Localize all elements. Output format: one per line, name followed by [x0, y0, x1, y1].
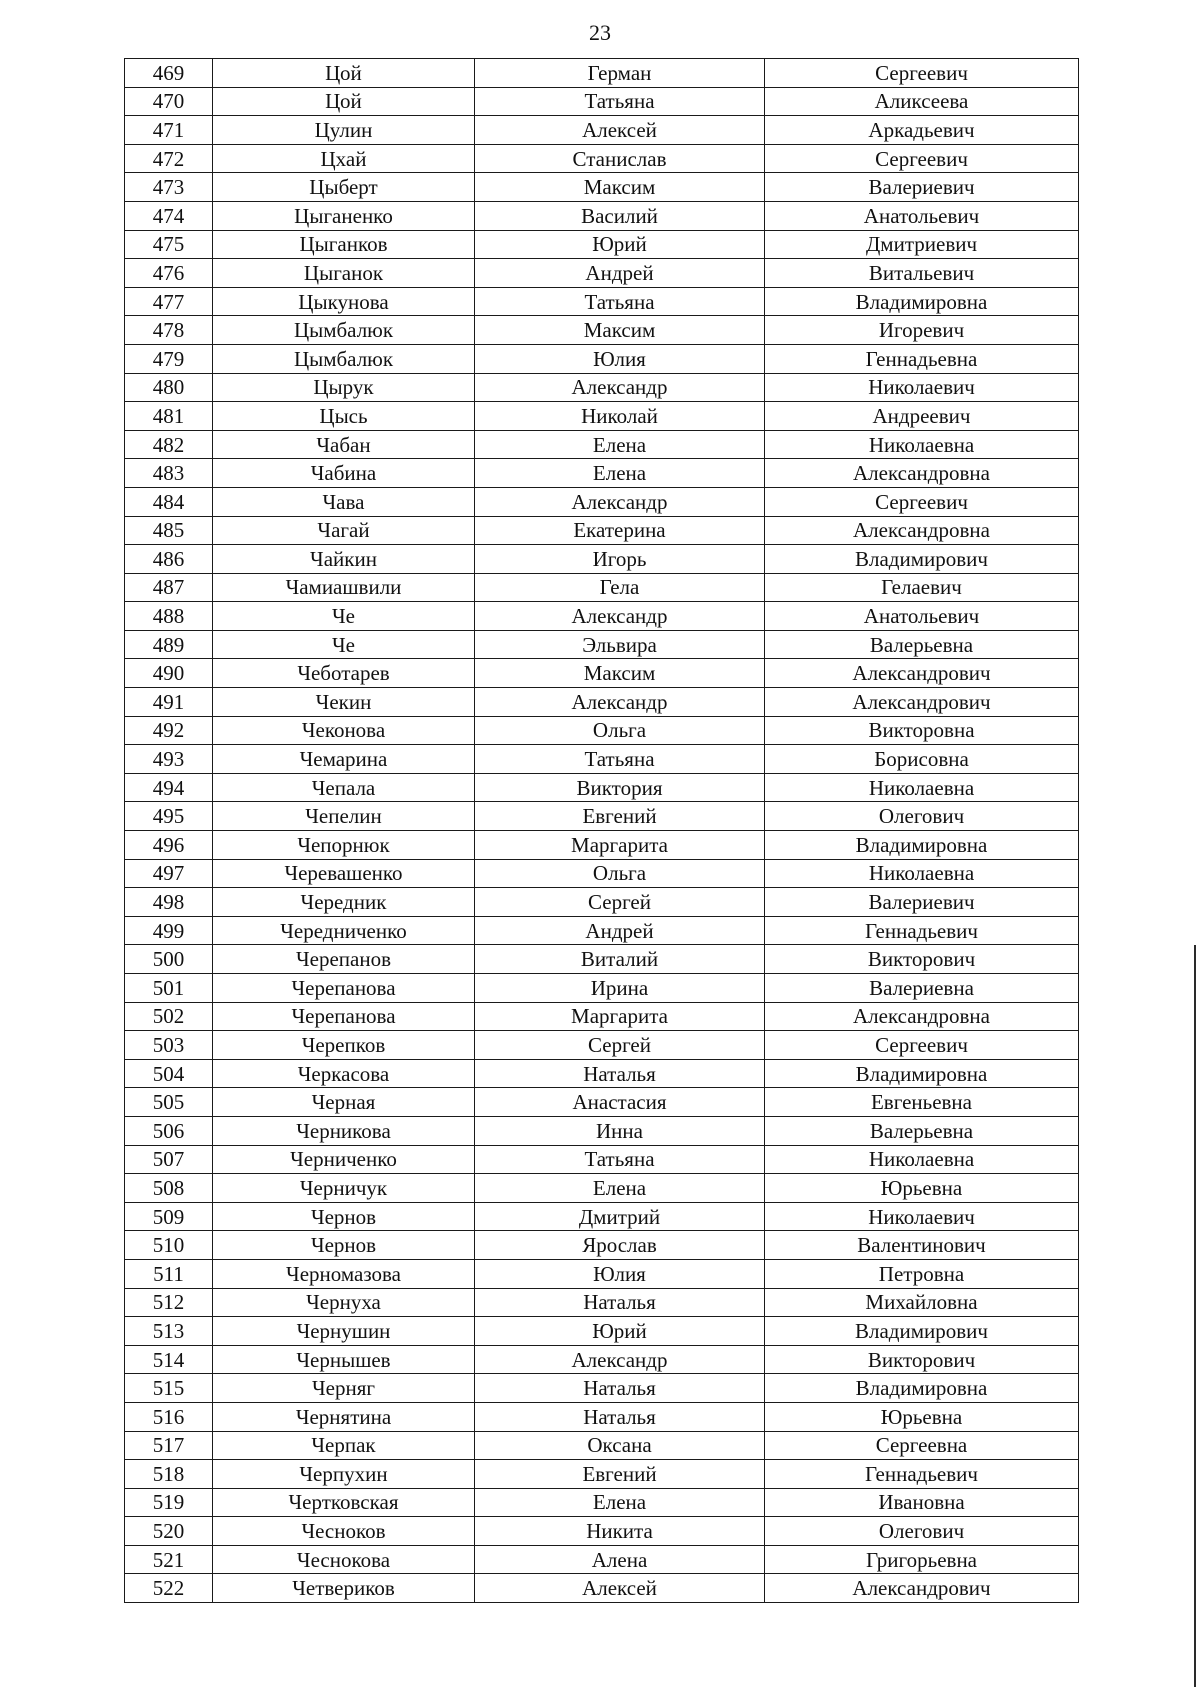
- first-name-cell: Максим: [475, 316, 765, 345]
- last-name-cell: Черникова: [213, 1116, 475, 1145]
- first-name-cell: Маргарита: [475, 1002, 765, 1031]
- table-row: [125, 1031, 1079, 1060]
- table-row: [125, 1431, 1079, 1460]
- first-name-cell: Елена: [475, 459, 765, 488]
- first-name-cell: Юлия: [475, 1259, 765, 1288]
- patronymic-cell: Сергеевна: [765, 1431, 1079, 1460]
- patronymic-cell: Викторович: [765, 1345, 1079, 1374]
- table-row: [125, 773, 1079, 802]
- last-name-cell: Чекин: [213, 688, 475, 717]
- first-name-cell: Юрий: [475, 1317, 765, 1346]
- table-row: [125, 1231, 1079, 1260]
- last-name-cell: Цырук: [213, 373, 475, 402]
- row-number-cell: 492: [125, 716, 213, 745]
- patronymic-cell: Александровна: [765, 1002, 1079, 1031]
- table-row: [125, 745, 1079, 774]
- row-number-cell: 485: [125, 516, 213, 545]
- row-number-cell: 508: [125, 1174, 213, 1203]
- first-name-cell: Татьяна: [475, 287, 765, 316]
- row-number-cell: 521: [125, 1545, 213, 1574]
- row-number-cell: 513: [125, 1317, 213, 1346]
- patronymic-cell: Ивановна: [765, 1488, 1079, 1517]
- last-name-cell: Цыганков: [213, 230, 475, 259]
- first-name-cell: Наталья: [475, 1059, 765, 1088]
- roster-body: [125, 59, 1079, 1603]
- last-name-cell: Черепанов: [213, 945, 475, 974]
- first-name-cell: Ольга: [475, 859, 765, 888]
- row-number-cell: 515: [125, 1374, 213, 1403]
- row-number-cell: 483: [125, 459, 213, 488]
- last-name-cell: Черепанова: [213, 974, 475, 1003]
- row-number-cell: 472: [125, 144, 213, 173]
- first-name-cell: Ирина: [475, 974, 765, 1003]
- row-number-cell: 497: [125, 859, 213, 888]
- last-name-cell: Цхай: [213, 144, 475, 173]
- patronymic-cell: Владимировна: [765, 287, 1079, 316]
- table-row: [125, 1402, 1079, 1431]
- last-name-cell: Чайкин: [213, 545, 475, 574]
- table-row: [125, 287, 1079, 316]
- first-name-cell: Елена: [475, 430, 765, 459]
- row-number-cell: 519: [125, 1488, 213, 1517]
- last-name-cell: Чернов: [213, 1231, 475, 1260]
- last-name-cell: Чеснокова: [213, 1545, 475, 1574]
- patronymic-cell: Юрьевна: [765, 1402, 1079, 1431]
- last-name-cell: Цыкунова: [213, 287, 475, 316]
- roster-table: [124, 58, 1079, 1603]
- first-name-cell: Андрей: [475, 916, 765, 945]
- table-row: [125, 802, 1079, 831]
- last-name-cell: Черняг: [213, 1374, 475, 1403]
- table-row: [125, 888, 1079, 917]
- patronymic-cell: Дмитриевич: [765, 230, 1079, 259]
- patronymic-cell: Александровна: [765, 516, 1079, 545]
- table-row: [125, 1288, 1079, 1317]
- table-row: [125, 1259, 1079, 1288]
- row-number-cell: 484: [125, 487, 213, 516]
- patronymic-cell: Валентинович: [765, 1231, 1079, 1260]
- patronymic-cell: Александровна: [765, 459, 1079, 488]
- patronymic-cell: Анатольевич: [765, 602, 1079, 631]
- first-name-cell: Виктория: [475, 773, 765, 802]
- last-name-cell: Чернуха: [213, 1288, 475, 1317]
- table-row: [125, 1488, 1079, 1517]
- patronymic-cell: Борисовна: [765, 745, 1079, 774]
- table-row: [125, 573, 1079, 602]
- first-name-cell: Маргарита: [475, 831, 765, 860]
- first-name-cell: Дмитрий: [475, 1202, 765, 1231]
- first-name-cell: Алена: [475, 1545, 765, 1574]
- patronymic-cell: Геннадьевна: [765, 344, 1079, 373]
- scan-edge-line: [1194, 945, 1196, 1687]
- row-number-cell: 488: [125, 602, 213, 631]
- table-row: [125, 1059, 1079, 1088]
- patronymic-cell: Викторовна: [765, 716, 1079, 745]
- patronymic-cell: Владимирович: [765, 1317, 1079, 1346]
- last-name-cell: Чава: [213, 487, 475, 516]
- row-number-cell: 498: [125, 888, 213, 917]
- row-number-cell: 486: [125, 545, 213, 574]
- table-row: [125, 1574, 1079, 1603]
- first-name-cell: Оксана: [475, 1431, 765, 1460]
- patronymic-cell: Сергеевич: [765, 144, 1079, 173]
- last-name-cell: Чеконова: [213, 716, 475, 745]
- last-name-cell: Чепелин: [213, 802, 475, 831]
- row-number-cell: 493: [125, 745, 213, 774]
- patronymic-cell: Владимирович: [765, 545, 1079, 574]
- table-row: [125, 173, 1079, 202]
- row-number-cell: 496: [125, 831, 213, 860]
- first-name-cell: Игорь: [475, 545, 765, 574]
- first-name-cell: Эльвира: [475, 630, 765, 659]
- last-name-cell: Цыганок: [213, 259, 475, 288]
- table-row: [125, 1545, 1079, 1574]
- patronymic-cell: Сергеевич: [765, 59, 1079, 88]
- row-number-cell: 516: [125, 1402, 213, 1431]
- first-name-cell: Андрей: [475, 259, 765, 288]
- first-name-cell: Сергей: [475, 1031, 765, 1060]
- row-number-cell: 520: [125, 1517, 213, 1546]
- table-row: [125, 916, 1079, 945]
- patronymic-cell: Анатольевич: [765, 201, 1079, 230]
- first-name-cell: Александр: [475, 487, 765, 516]
- last-name-cell: Чередниченко: [213, 916, 475, 945]
- first-name-cell: Сергей: [475, 888, 765, 917]
- first-name-cell: Александр: [475, 688, 765, 717]
- last-name-cell: Цыганенко: [213, 201, 475, 230]
- row-number-cell: 482: [125, 430, 213, 459]
- row-number-cell: 501: [125, 974, 213, 1003]
- first-name-cell: Ольга: [475, 716, 765, 745]
- patronymic-cell: Николаевна: [765, 1145, 1079, 1174]
- first-name-cell: Максим: [475, 659, 765, 688]
- table-row: [125, 1116, 1079, 1145]
- row-number-cell: 479: [125, 344, 213, 373]
- patronymic-cell: Игоревич: [765, 316, 1079, 345]
- first-name-cell: Евгений: [475, 1460, 765, 1489]
- table-row: [125, 259, 1079, 288]
- table-row: [125, 831, 1079, 860]
- last-name-cell: Чепала: [213, 773, 475, 802]
- table-row: [125, 1374, 1079, 1403]
- table-row: [125, 116, 1079, 145]
- table-row: [125, 1317, 1079, 1346]
- first-name-cell: Елена: [475, 1174, 765, 1203]
- last-name-cell: Чамиашвили: [213, 573, 475, 602]
- row-number-cell: 477: [125, 287, 213, 316]
- last-name-cell: Цой: [213, 59, 475, 88]
- patronymic-cell: Сергеевич: [765, 1031, 1079, 1060]
- row-number-cell: 490: [125, 659, 213, 688]
- last-name-cell: Чернятина: [213, 1402, 475, 1431]
- last-name-cell: Чабан: [213, 430, 475, 459]
- patronymic-cell: Валериевна: [765, 974, 1079, 1003]
- row-number-cell: 469: [125, 59, 213, 88]
- patronymic-cell: Аликсеева: [765, 87, 1079, 116]
- table-row: [125, 230, 1079, 259]
- patronymic-cell: Валерьевна: [765, 1116, 1079, 1145]
- row-number-cell: 476: [125, 259, 213, 288]
- last-name-cell: Черномазова: [213, 1259, 475, 1288]
- row-number-cell: 512: [125, 1288, 213, 1317]
- patronymic-cell: Валерьевна: [765, 630, 1079, 659]
- last-name-cell: Чеботарев: [213, 659, 475, 688]
- first-name-cell: Герман: [475, 59, 765, 88]
- patronymic-cell: Викторович: [765, 945, 1079, 974]
- patronymic-cell: Андреевич: [765, 402, 1079, 431]
- table-row: [125, 459, 1079, 488]
- last-name-cell: Цысь: [213, 402, 475, 431]
- first-name-cell: Александр: [475, 373, 765, 402]
- table-row: [125, 144, 1079, 173]
- first-name-cell: Алексей: [475, 1574, 765, 1603]
- row-number-cell: 478: [125, 316, 213, 345]
- last-name-cell: Черепков: [213, 1031, 475, 1060]
- last-name-cell: Цулин: [213, 116, 475, 145]
- row-number-cell: 517: [125, 1431, 213, 1460]
- table-row: [125, 201, 1079, 230]
- table-row: [125, 59, 1079, 88]
- patronymic-cell: Гелаевич: [765, 573, 1079, 602]
- last-name-cell: Че: [213, 630, 475, 659]
- row-number-cell: 522: [125, 1574, 213, 1603]
- row-number-cell: 506: [125, 1116, 213, 1145]
- first-name-cell: Станислав: [475, 144, 765, 173]
- table-row: [125, 1174, 1079, 1203]
- first-name-cell: Инна: [475, 1116, 765, 1145]
- row-number-cell: 470: [125, 87, 213, 116]
- table-row: [125, 516, 1079, 545]
- first-name-cell: Евгений: [475, 802, 765, 831]
- patronymic-cell: Александрович: [765, 688, 1079, 717]
- last-name-cell: Черпак: [213, 1431, 475, 1460]
- row-number-cell: 514: [125, 1345, 213, 1374]
- first-name-cell: Татьяна: [475, 1145, 765, 1174]
- table-row: [125, 316, 1079, 345]
- patronymic-cell: Валериевич: [765, 888, 1079, 917]
- row-number-cell: 505: [125, 1088, 213, 1117]
- last-name-cell: Цымбалюк: [213, 344, 475, 373]
- patronymic-cell: Владимировна: [765, 831, 1079, 860]
- table-row: [125, 1145, 1079, 1174]
- row-number-cell: 494: [125, 773, 213, 802]
- last-name-cell: Черниченко: [213, 1145, 475, 1174]
- table-row: [125, 344, 1079, 373]
- first-name-cell: Наталья: [475, 1374, 765, 1403]
- first-name-cell: Ярослав: [475, 1231, 765, 1260]
- first-name-cell: Юрий: [475, 230, 765, 259]
- last-name-cell: Че: [213, 602, 475, 631]
- patronymic-cell: Владимировна: [765, 1374, 1079, 1403]
- first-name-cell: Анастасия: [475, 1088, 765, 1117]
- first-name-cell: Наталья: [475, 1402, 765, 1431]
- first-name-cell: Никита: [475, 1517, 765, 1546]
- last-name-cell: Черничук: [213, 1174, 475, 1203]
- patronymic-cell: Михайловна: [765, 1288, 1079, 1317]
- row-number-cell: 491: [125, 688, 213, 717]
- table-row: [125, 630, 1079, 659]
- row-number-cell: 473: [125, 173, 213, 202]
- table-row: [125, 545, 1079, 574]
- row-number-cell: 518: [125, 1460, 213, 1489]
- patronymic-cell: Николаевна: [765, 430, 1079, 459]
- last-name-cell: Цой: [213, 87, 475, 116]
- table-row: [125, 688, 1079, 717]
- patronymic-cell: Аркадьевич: [765, 116, 1079, 145]
- first-name-cell: Алексей: [475, 116, 765, 145]
- table-row: [125, 974, 1079, 1003]
- table-row: [125, 373, 1079, 402]
- patronymic-cell: Юрьевна: [765, 1174, 1079, 1203]
- patronymic-cell: Григорьевна: [765, 1545, 1079, 1574]
- last-name-cell: Чередник: [213, 888, 475, 917]
- last-name-cell: Черкасова: [213, 1059, 475, 1088]
- row-number-cell: 502: [125, 1002, 213, 1031]
- patronymic-cell: Александрович: [765, 659, 1079, 688]
- row-number-cell: 500: [125, 945, 213, 974]
- patronymic-cell: Николаевна: [765, 773, 1079, 802]
- patronymic-cell: Витальевич: [765, 259, 1079, 288]
- page-number: 23: [589, 20, 611, 45]
- last-name-cell: Цыберт: [213, 173, 475, 202]
- row-number-cell: 503: [125, 1031, 213, 1060]
- row-number-cell: 499: [125, 916, 213, 945]
- patronymic-cell: Олегович: [765, 802, 1079, 831]
- last-name-cell: Черевашенко: [213, 859, 475, 888]
- patronymic-cell: Евгеньевна: [765, 1088, 1079, 1117]
- row-number-cell: 510: [125, 1231, 213, 1260]
- last-name-cell: Чесноков: [213, 1517, 475, 1546]
- row-number-cell: 475: [125, 230, 213, 259]
- table-row: [125, 430, 1079, 459]
- first-name-cell: Юлия: [475, 344, 765, 373]
- patronymic-cell: Николаевич: [765, 1202, 1079, 1231]
- row-number-cell: 471: [125, 116, 213, 145]
- last-name-cell: Чемарина: [213, 745, 475, 774]
- patronymic-cell: Владимировна: [765, 1059, 1079, 1088]
- patronymic-cell: Николаевна: [765, 859, 1079, 888]
- last-name-cell: Черпухин: [213, 1460, 475, 1489]
- first-name-cell: Василий: [475, 201, 765, 230]
- last-name-cell: Цымбалюк: [213, 316, 475, 345]
- patronymic-cell: Олегович: [765, 1517, 1079, 1546]
- row-number-cell: 509: [125, 1202, 213, 1231]
- patronymic-cell: Петровна: [765, 1259, 1079, 1288]
- table-row: [125, 1460, 1079, 1489]
- last-name-cell: Черная: [213, 1088, 475, 1117]
- table-row: [125, 859, 1079, 888]
- table-row: [125, 487, 1079, 516]
- row-number-cell: 481: [125, 402, 213, 431]
- row-number-cell: 489: [125, 630, 213, 659]
- first-name-cell: Александр: [475, 602, 765, 631]
- last-name-cell: Чепорнюк: [213, 831, 475, 860]
- row-number-cell: 495: [125, 802, 213, 831]
- last-name-cell: Чернов: [213, 1202, 475, 1231]
- patronymic-cell: Валериевич: [765, 173, 1079, 202]
- row-number-cell: 487: [125, 573, 213, 602]
- table-row: [125, 1345, 1079, 1374]
- last-name-cell: Чернышев: [213, 1345, 475, 1374]
- first-name-cell: Александр: [475, 1345, 765, 1374]
- first-name-cell: Татьяна: [475, 87, 765, 116]
- last-name-cell: Чертковская: [213, 1488, 475, 1517]
- row-number-cell: 474: [125, 201, 213, 230]
- table-row: [125, 1517, 1079, 1546]
- table-row: [125, 402, 1079, 431]
- patronymic-cell: Александрович: [765, 1574, 1079, 1603]
- first-name-cell: Максим: [475, 173, 765, 202]
- last-name-cell: Чабина: [213, 459, 475, 488]
- last-name-cell: Черепанова: [213, 1002, 475, 1031]
- first-name-cell: Гела: [475, 573, 765, 602]
- first-name-cell: Елена: [475, 1488, 765, 1517]
- row-number-cell: 507: [125, 1145, 213, 1174]
- table-row: [125, 659, 1079, 688]
- last-name-cell: Чагай: [213, 516, 475, 545]
- first-name-cell: Екатерина: [475, 516, 765, 545]
- row-number-cell: 504: [125, 1059, 213, 1088]
- first-name-cell: Николай: [475, 402, 765, 431]
- patronymic-cell: Геннадьевич: [765, 1460, 1079, 1489]
- patronymic-cell: Геннадьевич: [765, 916, 1079, 945]
- row-number-cell: 511: [125, 1259, 213, 1288]
- table-row: [125, 945, 1079, 974]
- table-row: [125, 1202, 1079, 1231]
- last-name-cell: Четвериков: [213, 1574, 475, 1603]
- table-row: [125, 716, 1079, 745]
- table-row: [125, 87, 1079, 116]
- patronymic-cell: Сергеевич: [765, 487, 1079, 516]
- table-row: [125, 602, 1079, 631]
- first-name-cell: Наталья: [475, 1288, 765, 1317]
- patronymic-cell: Николаевич: [765, 373, 1079, 402]
- last-name-cell: Чернушин: [213, 1317, 475, 1346]
- row-number-cell: 480: [125, 373, 213, 402]
- first-name-cell: Виталий: [475, 945, 765, 974]
- first-name-cell: Татьяна: [475, 745, 765, 774]
- table-row: [125, 1002, 1079, 1031]
- table-row: [125, 1088, 1079, 1117]
